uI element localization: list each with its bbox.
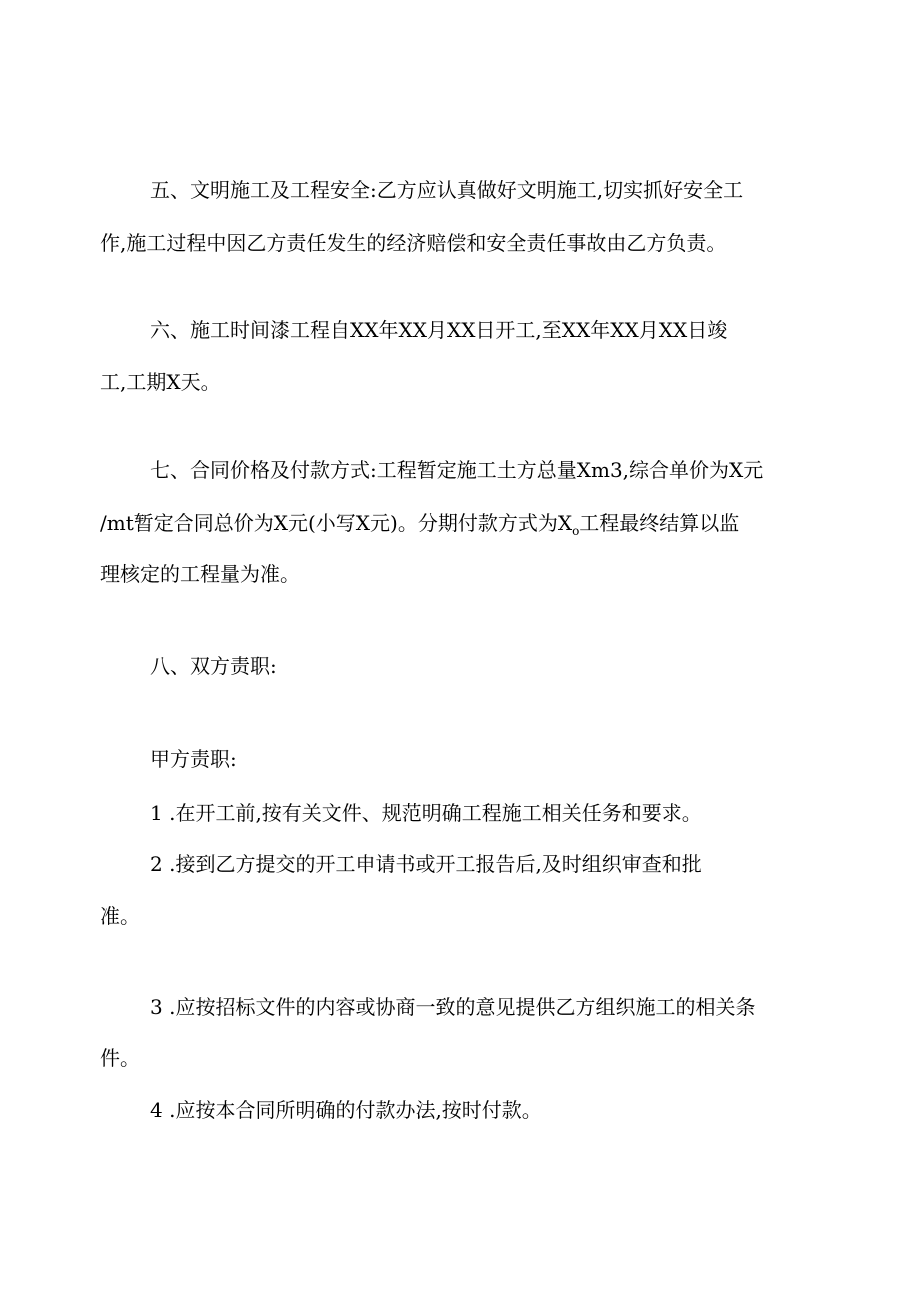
section-8-heading: 八、双方责职: [150, 654, 277, 678]
item-2-line-2: 准。 [100, 904, 140, 928]
section-7-line-2 [100, 511, 739, 543]
item-4: 4 .应按本合同所明确的付款办法,按时付款。 [150, 1098, 542, 1122]
section-7-line-1: 七、合同价格及付款方式:工程暂定施工土方总量Xm3,综合单价为X元 [150, 458, 764, 482]
section-7-line-2-text: /mt暂定合同总价为X元(小写X元)。分期付款方式为X [100, 511, 573, 535]
section-7-line-2-tail: 工程最终结算以监 [579, 511, 740, 535]
item-1: 1 .在开工前,按有关文件、规范明确工程施工相关任务和要求。 [150, 801, 702, 825]
section-6-line-1: 六、施工时间漆工程自XX年XX月XX日开工,至XX年XX月XX日竣 [150, 318, 728, 342]
section-5-line-2: 作,施工过程中因乙方责任发生的经济赔偿和安全责任事故由乙方负责。 [100, 231, 727, 255]
section-7-line-3: 理核定的工程量为准。 [100, 562, 300, 586]
subscript-o: o [572, 524, 580, 538]
party-a-heading: 甲方责职: [150, 747, 237, 771]
item-2-line-1: 2 .接到乙方提交的开工申请书或开工报告后,及时组织审查和批 [150, 852, 702, 876]
item-3-line-1: 3 .应按招标文件的内容或协商一致的意见提供乙方组织施工的相关条 [150, 995, 756, 1019]
section-6-line-2: 工,工期X天。 [100, 370, 221, 394]
section-5-line-1: 五、文明施工及工程安全:乙方应认真做好文明施工,切实抓好安全工 [150, 178, 744, 202]
item-3-line-2: 件。 [100, 1046, 140, 1070]
